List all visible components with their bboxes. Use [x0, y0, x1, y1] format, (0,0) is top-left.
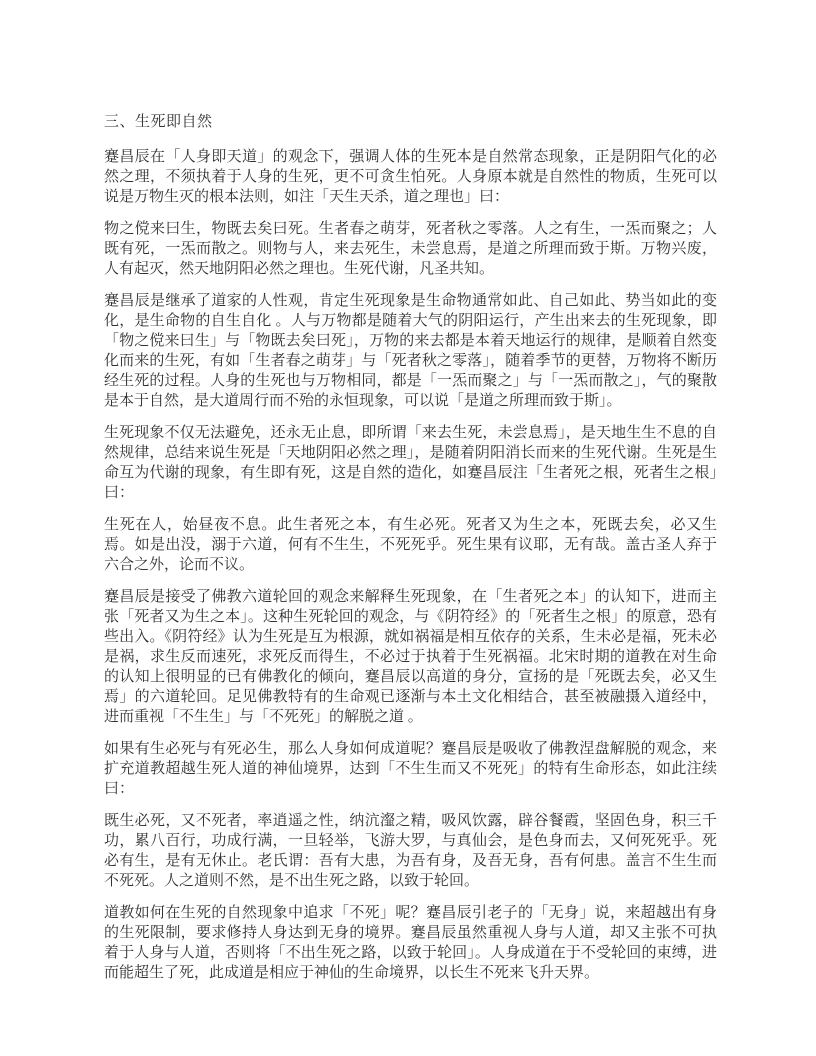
paragraph-conclusion: 道教如何在生死的自然现象中追求「不死」呢？蹇昌辰引老子的「无身」说，来超越出有身的生死限制，要求修持人身达到无身的境界。蹇昌辰虽然重视人身与人道，却又主张不可执着于人身与人道，否则将「不出生死之路，以致于轮回」。人身成道在于不受轮回的束缚，进而能超生了死，此成道是相应于神仙的生命境界，以长生不死来飞升天界。 — [104, 905, 717, 981]
quote-block-2: 生死在人，始昼夜不息。此生者死之本，有生必死。死者又为生之本，死既去矣，必又生焉。如是出没，溺于六道，何有不生生，不死死乎。死生果有议耶，无有哉。盖古圣人弃于六合之外，论而不议。 — [104, 517, 717, 573]
section-heading: 三、生死即自然 — [104, 114, 213, 130]
paragraph-commentary-4: 如果有生必死与有死必生，那么人身如何成道呢？蹇昌辰是吸收了佛教涅盘解脱的观念，来扩充道教超越生死人道的神仙境界，达到「不生生而又不死死」的特有生命形态，如此注续曰： — [104, 741, 717, 797]
paragraph-commentary-1: 蹇昌辰是继承了道家的人性观，肯定生死现象是生命物通常如此、自己如此、势当如此的变化，是生命物的自生自化 。人与万物都是随着大气的阴阳运行，产生出来去的生死现象，即「物之傥来曰生」与「物既去矣曰死」，万物的来去都是本着天地运行的规律，是顺着自然变化而来的生死，有如「生者春之萌芽」与「死者秋之零落」，随着季节的更替，万物将不断历经生死的过程。人身的生死也与万物相同，都是「一炁而聚之」与「一炁而散之」，气的聚散是本于自然，是大道周行而不殆的永恒现象，可以说「是道之所理而致于斯」。 — [104, 293, 717, 409]
quote-block-1: 物之傥来曰生，物既去矣曰死。生者春之萌芽，死者秋之零落。人之有生，一炁而聚之；人既有死，一炁而散之。则物与人，来去死生，未尝息焉，是道之所理而致于斯。万物兴废，人有起灭，然天地阴阳必然之理也。生死代谢，凡圣共知。 — [104, 221, 717, 277]
paragraph-intro: 蹇昌辰在「人身即天道」的观念下，强调人体的生死本是自然常态现象，正是阴阳气化的必然之理，不须执着于人身的生死，更不可贪生怕死。人身原本就是自然性的物质，生死可以说是万物生灭的根本法则，如注「天生天杀，道之理也」曰： — [104, 149, 717, 205]
paragraph-commentary-3: 蹇昌辰是接受了佛教六道轮回的观念来解释生死现象，在「生者死之本」的认知下，进而主张「死者又为生之本」。这种生死轮回的观念，与《阴符经》的「死者生之根」的原意，恐有些出入。《阴符经》认为生死是互为根源，就如祸福是相互依存的关系，生未必是福，死未必是祸，求生反而速死，求死反而得生，不必过于执着于生死祸福。北宋时期的道教在对生命的认知上很明显的已有佛教化的倾向，蹇昌辰以高道的身分，宣扬的是「死既去矣，必又生焉」的六道轮回。足见佛教特有的生命观已逐渐与本土文化相结合，甚至被融摄入道经中，进而重视「不生生」与「不死死」的解脱之道 。 — [104, 589, 717, 725]
paragraph-commentary-2: 生死现象不仅无法避免，还永无止息，即所谓「来去生死，未尝息焉」，是天地生生不息的自然规律，总结来说生死是「天地阴阳必然之理」，是随着阴阳消长而来的生死代谢。生死是生命互为代谢的现象，有生即有死，这是自然的造化，如蹇昌辰注「生者死之根，死者生之根」曰： — [104, 425, 717, 501]
document-content — [104, 112, 717, 983]
quote-block-3: 既生必死，又不死者，率逍遥之性，纳沆瀣之精，吸风饮露，辟谷餐霞，坚固色身，积三千功，累八百行，功成行满，一旦轻举，飞游大罗，与真仙会，是色身而去，又何死死乎。死必有生，是有无休止。老氏谓：吾有大患，为吾有身，及吾无身，吾有何患。盖言不生生而不死死。人之道则不然，是不出生死之路，以致于轮回。 — [104, 813, 717, 889]
